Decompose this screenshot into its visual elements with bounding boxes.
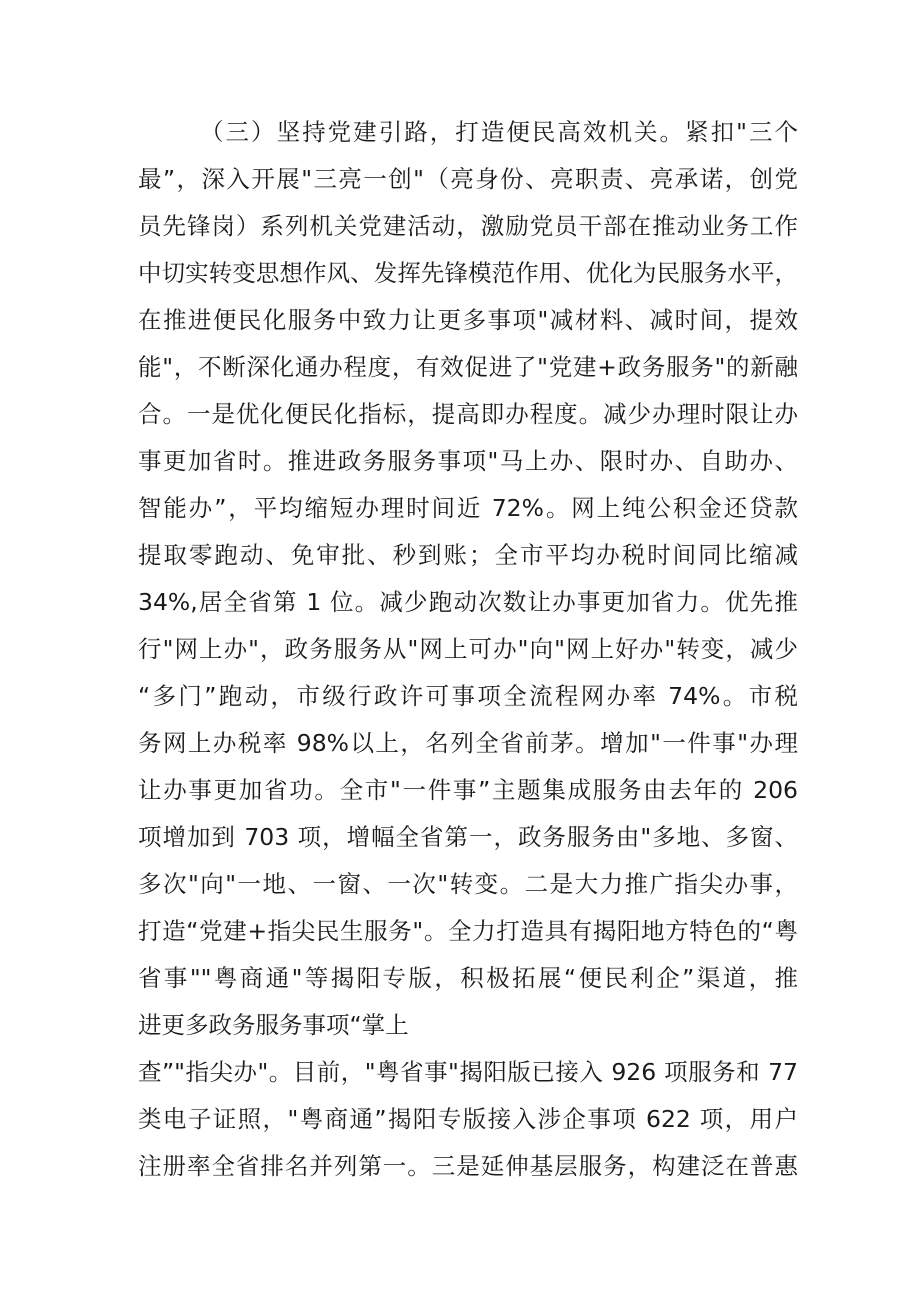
paragraph-line-11: 34%,居全省第 1 位。减少跑动次数让办事更加省力。优先推 — [138, 588, 798, 616]
paragraph-line-23: 注册率全省排名并列第一。三是延伸基层服务，构建泛在普惠 — [138, 1152, 798, 1180]
paragraph-line-14: 务网上办税率 98%以上，名列全省前茅。增加"一件事"办理 — [138, 729, 798, 757]
paragraph-line-13: “多门”跑动，市级行政许可事项全流程网办率 74%。市税 — [138, 682, 798, 710]
paragraph-line-12: 行"网上办"，政务服务从"网上可办"向"网上好办"转变，减少 — [138, 635, 798, 663]
paragraph-line-10: 提取零跑动、免审批、秒到账；全市平均办税时间同比缩减 — [138, 541, 798, 569]
paragraph-line-18: 打造“党建+指尖民生服务"。全力打造具有揭阳地方特色的“粤 — [138, 917, 798, 945]
paragraph-line-7: 合。一是优化便民化指标，提高即办程度。减少办理时限让办 — [138, 400, 798, 428]
paragraph-line-22: 类电子证照，"粤商通”揭阳专版接入涉企事项 622 项，用户 — [138, 1105, 798, 1133]
paragraph-line-8: 事更加省时。推进政务服务事项"马上办、限时办、自助办、 — [138, 447, 798, 475]
paragraph-line-5: 在推进便民化服务中致力让更多事项"减材料、减时间，提效 — [138, 306, 798, 334]
paragraph-line-9: 智能办”，平均缩短办理时间近 72%。网上纯公积金还贷款 — [138, 494, 798, 522]
paragraph-line-17: 多次"向"一地、一窗、一次"转变。二是大力推广指尖办事， — [138, 870, 798, 898]
paragraph-line-3: 员先锋岗）系列机关党建活动，激励党员干部在推动业务工作 — [138, 212, 798, 240]
paragraph-line-16: 项增加到 703 项，增幅全省第一，政务服务由"多地、多窗、 — [138, 823, 798, 851]
paragraph-line-20: 进更多政务服务事项“掌上 — [138, 1011, 409, 1039]
paragraph-line-6: 能"，不断深化通办程度，有效促进了"党建+政务服务"的新融 — [138, 353, 798, 381]
paragraph-line-19: 省事""粤商通"等揭阳专版，积极拓展“便民利企”渠道，推 — [138, 964, 798, 992]
paragraph-line-1: （三）坚持党建引路，打造便民高效机关。紧扣"三个 — [200, 118, 798, 146]
paragraph-line-4: 中切实转变思想作风、发挥先锋模范作用、优化为民服务水平， — [138, 259, 798, 287]
paragraph-line-21: 查”"指尖办"。目前，"粤省事"揭阳版已接入 926 项服务和 77 — [138, 1058, 798, 1086]
paragraph-line-15: 让办事更加省功。全市"一件事”主题集成服务由去年的 206 — [138, 776, 798, 804]
paragraph-line-2: 最”，深入开展"三亮一创"（亮身份、亮职责、亮承诺，创党 — [138, 165, 798, 193]
